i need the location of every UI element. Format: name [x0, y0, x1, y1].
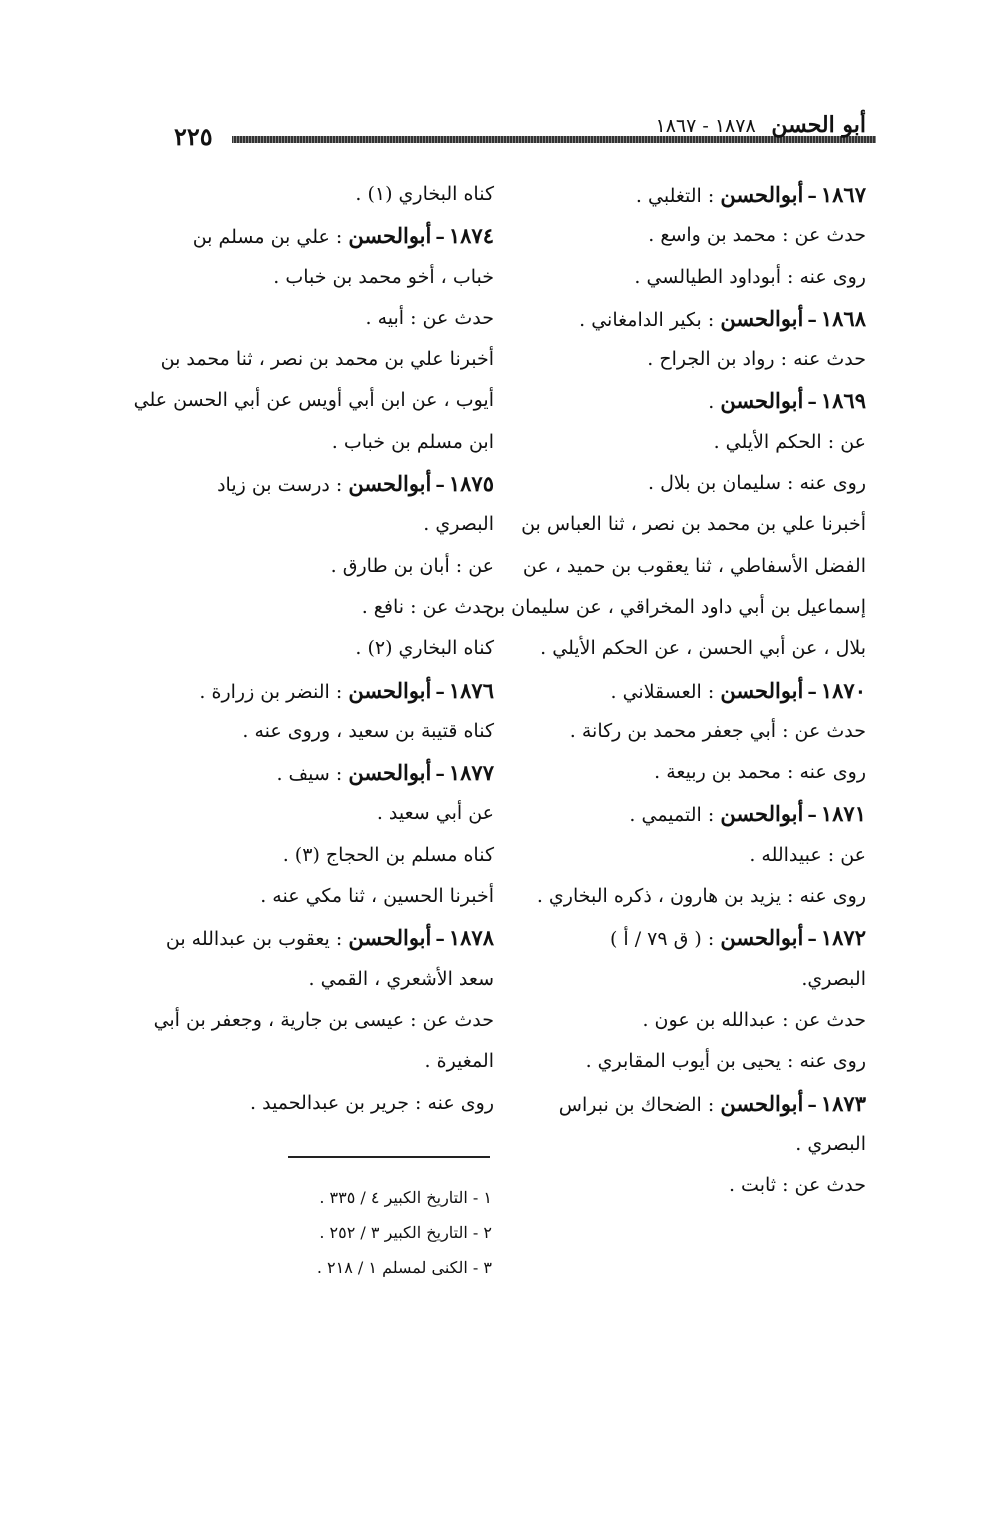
line-text: كناه البخاري (٢) . [355, 637, 494, 660]
entry-heading-line: ١٨٦٨–أبوالحسن : بكير الدامغاني . [579, 305, 866, 331]
text-line [149, 959, 494, 1000]
entry-name: أبوالحسن [348, 471, 432, 497]
entry-number: ١٨٦٩ [820, 388, 866, 414]
line-text: : سيف . [276, 763, 343, 786]
text-line [149, 546, 494, 587]
text-line [485, 587, 866, 628]
entry-name: أبوالحسن [348, 925, 432, 951]
line-text: حدث عن : ثابت . [728, 1174, 866, 1197]
text-line [516, 959, 866, 1000]
text-line [516, 463, 866, 504]
text-line [149, 876, 494, 917]
entry-number: ١٨٧٧ [448, 760, 494, 786]
text-line [516, 711, 866, 752]
entry-number: ١٨٧٦ [448, 677, 494, 703]
line-text: حدث عن : عيسى بن جارية ، وجعفر بن أبي [153, 1008, 494, 1031]
line-text: : علي بن مسلم بن [192, 226, 343, 249]
text-line [516, 835, 866, 876]
entry-name: أبوالحسن [348, 223, 432, 249]
line-text: سعد الأشعري ، القمي . [308, 967, 494, 990]
line-text: روى عنه : أبوداود الطيالسي . [634, 265, 866, 288]
line-text: حدث عن : أبيه . [365, 306, 494, 329]
entry-heading-line: ١٨٧٨–أبوالحسن : يعقوب بن عبدالله بن [165, 925, 494, 951]
line-text: أخبرنا علي بن محمد بن نصر ، ثنا محمد بن [160, 348, 494, 371]
entry-name: أبوالحسن [720, 388, 804, 414]
line-text: حدث عن : محمد بن واسع . [648, 224, 866, 247]
entry-heading-line: ١٨٧٦–أبوالحسن : النضر بن زرارة . [199, 677, 494, 703]
footnote: ٢ - التاريخ الكبير ٣ / ٢٥٢ . [319, 1223, 492, 1242]
text-line [516, 876, 866, 917]
entry-name: أبوالحسن [720, 801, 804, 827]
line-text: : ( ق ٧٩ / أ ) [609, 928, 715, 951]
line-text: : يعقوب بن عبدالله بن [165, 928, 343, 951]
line-text: : بكير الدامغاني . [579, 308, 715, 331]
entry-number: ١٨٧٢ [820, 925, 866, 951]
text-line [516, 422, 866, 463]
line-text: . [708, 391, 715, 414]
footnote: ١ - التاريخ الكبير ٤ / ٣٣٥ . [319, 1188, 492, 1207]
line-text: : الضحاك بن نبراس [558, 1093, 715, 1116]
text-line [149, 1000, 494, 1041]
text-line [149, 422, 494, 463]
entry-number: ١٨٧٥ [448, 471, 494, 497]
entry-number: ١٨٦٨ [820, 305, 866, 331]
text-line [149, 504, 494, 545]
entry-heading-line: ١٨٧٧–أبوالحسن : سيف . [276, 760, 494, 786]
line-text: روى عنه : سليمان بن بلال . [647, 472, 866, 495]
entry-heading-line: ١٨٧٣–أبوالحسن : الضحاك بن نبراس [558, 1090, 866, 1116]
line-text: عن : عبيدالله . [749, 843, 866, 866]
line-text: كناه البخاري (١) . [355, 183, 494, 205]
line-text: بلال ، عن أبي الحسن ، عن الحكم الأيلي . [540, 637, 866, 660]
text-line [149, 711, 494, 752]
text-line [516, 546, 866, 587]
entry-number: ١٨٧١ [820, 801, 866, 827]
entry-range: ١٨٧٨ - ١٨٦٧ [655, 115, 756, 137]
running-title-text: أبو الحسن [771, 112, 866, 138]
line-text: أخبرنا الحسين ، ثنا مكي عنه . [260, 885, 494, 908]
entry-number: ١٨٧٠ [820, 677, 866, 703]
line-text: روى عنه : يحيى بن أيوب المقابري . [585, 1050, 866, 1073]
text-line [516, 1165, 866, 1206]
line-text: عن أبي سعيد . [376, 802, 494, 825]
entry-heading-line: ١٨٦٩–أبوالحسن . [708, 388, 866, 414]
entry-heading-line: ١٨٧٥–أبوالحسن : درست بن زياد [217, 471, 494, 497]
text-line [516, 752, 866, 793]
line-text: روى عنه : جرير بن عبدالحميد . [250, 1091, 494, 1114]
text-line [149, 1083, 494, 1124]
text-line [516, 628, 866, 669]
line-text: عن : الحكم الأيلي . [713, 430, 866, 453]
line-text: ابن مسلم بن خباب . [331, 430, 494, 453]
line-text: الفضل الأسفاطي ، ثنا يعقوب بن حميد ، عن [522, 554, 866, 577]
text-line [516, 1000, 866, 1041]
line-text: : درست بن زياد [217, 474, 343, 497]
running-title [656, 112, 866, 138]
line-text: عن : أبان بن طارق . [330, 554, 494, 577]
entry-name: أبوالحسن [720, 925, 804, 951]
line-text: أخبرنا علي بن محمد بن نصر ، ثنا العباس بن [521, 513, 866, 536]
line-text: البصري. [801, 967, 866, 990]
line-text: إسماعيل بن أبي داود المخراقي ، عن سليمان بن [485, 595, 866, 618]
footnote: ٣ - الكنى لمسلم ١ / ٢١٨ . [316, 1258, 492, 1277]
text-line [149, 298, 494, 339]
line-text: كناه قتيبة بن سعيد ، وروى عنه . [242, 719, 494, 742]
text-line [149, 587, 494, 628]
entry-heading-line: ١٨٧٠–أبوالحسن : العسقلاني . [610, 677, 866, 703]
text-line [149, 793, 494, 834]
text-line [149, 174, 494, 215]
entry-name: أبوالحسن [720, 305, 804, 331]
line-text: أيوب ، عن ابن أبي أويس عن أبي الحسن علي [133, 389, 494, 412]
entry-number: ١٨٧٤ [448, 223, 494, 249]
line-text: روى عنه : يزيد بن هارون ، ذكره البخاري . [536, 885, 866, 908]
text-line [149, 628, 494, 669]
line-text: كناه مسلم بن الحجاج (٣) . [282, 843, 494, 866]
text-line [149, 835, 494, 876]
line-text: البصري . [795, 1132, 866, 1155]
text-line [516, 215, 866, 256]
entry-name: أبوالحسن [720, 182, 804, 207]
text-line [516, 339, 866, 380]
line-text: : العسقلاني . [610, 680, 715, 703]
line-text: البصري . [423, 513, 494, 536]
line-text: حدث عن : عبدالله بن عون . [642, 1008, 866, 1031]
entry-number: ١٨٧٨ [448, 925, 494, 951]
footnotes [192, 1180, 492, 1285]
entry-name: أبوالحسن [720, 677, 804, 703]
text-line [516, 504, 866, 545]
entry-heading-line: ١٨٧٢–أبوالحسن : ( ق ٧٩ / أ ) [609, 925, 866, 951]
line-text: : التميمي . [629, 804, 715, 827]
line-text: حدث عن : نافع . [361, 595, 494, 618]
entry-heading-line: ١٨٦٧–أبوالحسن : التغلبي . [635, 182, 866, 207]
text-line [149, 339, 494, 380]
line-text: حدث عن : أبي جعفر محمد بن ركانة . [569, 719, 866, 742]
line-text: حدث عنه : رواد بن الجراح . [647, 348, 866, 371]
text-line [516, 257, 866, 298]
right-column [485, 174, 866, 1206]
footnote-separator [288, 1156, 490, 1158]
left-column [133, 174, 494, 1124]
text-line [516, 1041, 866, 1082]
line-text: : النضر بن زرارة . [199, 680, 343, 703]
entry-name: أبوالحسن [348, 760, 432, 786]
page-number: ٢٢٥ [168, 122, 219, 151]
line-text: : التغلبي . [635, 185, 715, 207]
entry-name: أبوالحسن [348, 677, 432, 703]
entry-number: ١٨٦٧ [820, 182, 866, 207]
text-line [516, 1124, 866, 1165]
line-text: روى عنه : محمد بن ربيعة . [654, 761, 866, 784]
entry-number: ١٨٧٣ [820, 1090, 866, 1116]
page-header [150, 110, 866, 150]
text-line [149, 1041, 494, 1082]
line-text: المغيرة . [424, 1050, 494, 1073]
entry-heading-line: ١٨٧١–أبوالحسن : التميمي . [629, 801, 866, 827]
text-line [149, 257, 494, 298]
entry-name: أبوالحسن [720, 1090, 804, 1116]
text-line [133, 380, 494, 421]
line-text: خباب ، أخو محمد بن خباب . [273, 265, 494, 288]
entry-heading-line: ١٨٧٤–أبوالحسن : علي بن مسلم بن [192, 223, 494, 249]
